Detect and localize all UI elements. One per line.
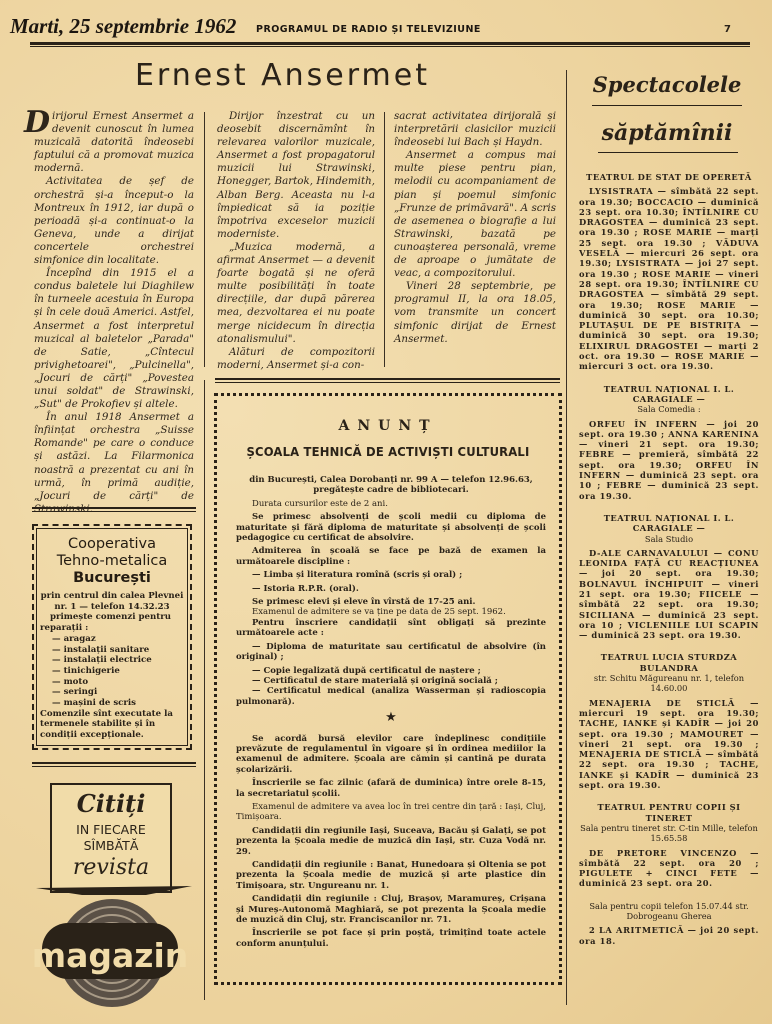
mag-line: IN FIECARE (76, 822, 146, 837)
theatre-section (579, 802, 759, 888)
theatre-program: DE PRETORE VINCENZO — sîmbătă 22 sept. ora 20 ; PIGULETE + CINCI FETE — duminică 23 sept. ora 20. (579, 847, 759, 889)
masthead-rule (30, 42, 750, 45)
theatre-sub: Sala Comedia : (637, 404, 701, 415)
title-rule (598, 152, 738, 153)
article-paragraph: Ansermet a compus mai multe piese pentru pian, melodii cu acompaniament de pian și poemul simfonic „Frunze de primăvară". A scris de asemenea o biografie a lui Strawinski, bazată pe cunoașterea personală, vreme de aproape o jumătate de veac, a compozitorului. (394, 149, 556, 280)
theatre-program: ORFEU ÎN INFERN — joi 20 sept. ora 19.30 ; ANNA KARENINA — vineri 21 sept. ora 19.30; FEBRE — premieră, sîmbătă 22 sept. ora 19.30; ORFEU ÎN INFERN — duminică 23 sept. ora 10 ; FEBRE — duminică 23 sept. ora 19.30. (579, 418, 759, 501)
article-title: Ernest Ansermet (134, 58, 431, 93)
spectacole-title: Spectacolele (592, 72, 742, 97)
theatre-heading: TEATRUL PENTRU COPII ȘI TINERET (597, 802, 741, 823)
coop-item: — seringi (52, 687, 98, 698)
announcement-heading: ANUNȚ (338, 418, 438, 434)
theatre-section (579, 652, 759, 790)
article-paragraph: „Muzica modernă, a afirmat Ansermet — a devenit foarte bogată și ne oferă multe posibilități în toate direcțiile, dar după părerea mea, dezvoltarea ei nu poate merge nicidecum în direcția atonalismului". (217, 240, 375, 345)
theatre-heading: TEATRUL NAȚIONAL I. L. CARAGIALE — (603, 512, 735, 534)
coop-body (34, 587, 190, 741)
section-rule (215, 378, 560, 383)
theatre-heading: TEATRUL DE STAT DE OPERETĂ (586, 172, 752, 182)
magazin-logo-text: magazin (31, 936, 189, 975)
drop-cap: D (24, 105, 51, 140)
coop-title: Cooperativa Tehno-metalica București (56, 536, 168, 586)
theatre-section (579, 384, 759, 501)
coop-phone: nr. 1 — telefon 14.32.23 (54, 601, 170, 612)
article-column-3 (394, 110, 556, 346)
section-rule (32, 507, 196, 512)
theatre-section (579, 513, 759, 641)
column-divider (384, 112, 385, 367)
star-icon: ★ (385, 710, 397, 726)
coop-address: prin centrul din calea Plevnei (40, 591, 184, 601)
title-rule (592, 105, 742, 106)
article-paragraph: Dirijor înzestrat cu un deosebit discernămînt în relevarea valorilor muzicale, Ansermet a fost propagatorul muzicii lui Strawinski, Honegger, Bartok, Hindemith, Alban Berg. Aceasta nu l-a împiedicat să ia poziție împotriva exceselor muzicii moderniste. (217, 110, 375, 240)
cooperativa-ad (32, 524, 192, 750)
column-divider (204, 112, 205, 367)
theatre-heading: TEATRUL LUCIA STURDZA BULANDRA (600, 652, 738, 673)
theatre-sub: Sala Studio (644, 533, 694, 544)
article-paragraph: Vineri 28 septembrie, pe programul II, la ora 18.05, vom transmite un concert simfonic dirijat de Ernest Ansermet. (394, 280, 556, 345)
spectacole-listing (579, 172, 759, 958)
announcement-school: ȘCOALA TEHNICĂ DE ACTIVIȘTI CULTURALI (246, 445, 530, 459)
coop-item: — moto (52, 676, 89, 687)
coop-item: — tinichigerie (52, 665, 120, 676)
announcement-box (214, 393, 562, 985)
article-column-1 (24, 105, 194, 516)
coop-item: — aragaz (52, 633, 96, 644)
coop-item: — instalații sanitare (52, 644, 150, 655)
magazin-ad-box (50, 783, 172, 893)
column-divider (204, 380, 205, 1000)
article-paragraph: Alături de compozitorii moderni, Ansermet și-a con- (217, 345, 375, 371)
page-number: 7 (724, 24, 731, 35)
theatre-program: LYSISTRATA — sîmbătă 22 sept. ora 19.30; BOCCACIO — duminică 23 sept. ora 10.30; ÎNTÎLNIRE CU DRAGOSTEA — duminică 23 sept. ora 19.30 ; ROSE MARIE — marți 25 sept. ora 19.30 ; VĂDUVA VESELĂ — miercuri 26 sept. ora 19.30; LYSISTRATA — joi 27 sept. ora 19.30 ; ROSE MARIE — vineri 28 sept. ora 19.30; ÎNTÎLNIRE CU DRAGOSTEA — sîmbătă 29 sept. ora 19.30; ROSE MARIE — duminică 30 sept. ora 10.30; PLUTAȘUL DE PE BISTRIȚA — duminică 30 sept. ora 19.30; ELIXIRUL DRAGOSTEI — marți 2 oct. ora 19.30 — ROSE MARIE — miercuri 3 oct. ora 19.30. (579, 186, 759, 372)
masthead-date: Marti, 25 septembrie 1962 (10, 14, 237, 38)
column-divider (566, 70, 567, 1005)
mag-revista: revista (72, 855, 150, 880)
theatre-section (579, 172, 759, 372)
masthead-publication: PROGRAMUL DE RADIO ȘI TELEVIZIUNE (256, 24, 481, 35)
theatre-sub: str. Schitu Măgureanu nr. 1, telefon 14.60.00 (593, 673, 745, 694)
theatre-program: MENAJERIA DE STICLĂ — miercuri 19 sept. ora 19.30; TACHE, IANKE și KADÎR — joi 20 sept. ora 19.30 ; MAMOURET — vineri 21 sept. ora 19.30 ; MENAJERIA DE STICLĂ — sîmbătă 22 sept. ora 19.30 ; TACHE, IANKE și KADÎR — duminică 23 sept. ora 19.30. (579, 697, 759, 791)
coop-item: — instalații electrice (52, 655, 152, 666)
masthead-rule-thin (30, 46, 750, 47)
theatre-section (579, 901, 759, 946)
spectacole-subtitle: săptămînii (601, 120, 733, 146)
section-rule (32, 762, 196, 767)
article-paragraph: Începînd din 1915 el a condus baletele lui Diaghilew în turneele acestuia în Europa și în cele două Americi. Astfel, Ansermet a fost interpretul muzical al baletelor „Parada" de Satie, „Cîntecul privighetoarei", „Pulcinella", „Jocuri de cărți" „Povestea unui soldat" de Strawinski, „Sut" de Prokofiev și altele. (34, 267, 194, 411)
theatre-heading: TEATRUL NAȚIONAL I. L. CARAGIALE — (603, 383, 735, 404)
article-paragraph: Activitatea de șef de orchestră și-a început-o la Montreux în 1912, iar după o perioadă și-a continuat-o la Geneva, unde a dirijat concertele orchestrei simfonice din localitate. (34, 175, 194, 267)
theatre-sub: Sala pentru copii telefon 15.07.44 str. Dobrogeanu Gherea (589, 900, 749, 921)
announcement-address: din București, Calea Dorobanți nr. 99 A — telefon 12.96.63, pregătește cadre de bibliotecari. (249, 475, 533, 496)
coop-footer: Comenzile sînt executate la termenele stabilite și în condiții excepționale. (40, 708, 173, 741)
coop-intro: primește comenzi pentru reparații : (40, 612, 172, 634)
announcement-body: din București, Calea Dorobanți nr. 99 A — telefon 12.96.63, pregătește cadre de bibliotecari. Durata cursurilor este de 2 ani. Se primesc absolvenți de școli medii cu diploma de maturitate și fără diploma de maturitate și absolvenți de școli pedagogice cu certificat de absolvire. Admiterea în școală se face pe bază de examen la următoarele discipline : — Limba și literatura romînă (scris și oral) ; — Istoria R.P.R. (oral). Se primesc elevi și eleve în vîrstă de 17-25 ani. Examenul de admitere se va ține pe data de 25 sept. 1962. Pentru înscriere candidații sînt obligați să prezinte următoarele acte : — Diploma de maturitate sau certificatul de absolvire (în original) ; — Copie legalizată după certificatul de naștere ; — Certificatul de stare materială și origină socială ; — Certificatul medical (analiza Wasserman și radioscopia pulmonară). ★ Se acordă bursă elevilor care îndeplinesc condițiile prevăzute de regulamentul în vigoare și în ordinea mediilor la examenul de admitere. Școala are cămin și cantină pe durata școlarizării. Înscrierile se fac zilnic (afară de duminica) între orele 8-15, la secretariatul școlii. Examenul de admitere va avea loc în trei centre din țară : Iași, Cluj, Timișoara. Candidații din regiunile Iași, Suceava, Bacău și Galați, se pot prezenta la Școala medie de muzică din Iași, str. Cuza Vodă nr. 29. Candidații din regiunile : Banat, Hunedoara și Oltenia se pot prezenta la Școala medie de muzică și arte plastice din Timișoara, str. Ungureanu nr. 1. Candidații din regiunile : Cluj, Brașov, Maramureș, Crișana și Mureș-Autonomă Maghiară, se pot prezenta la Școala medie de muzică din Cluj, str. Franciscanilor nr. 71. Înscrierile se pot face și prin poștă, trimițînd toate actele conform anunțului. (236, 475, 546, 949)
article-paragraph: sacrat activitatea dirijorală și interpretării clasicilor muzicii îndeosebi lui Bach și Haydn. (394, 110, 556, 149)
theatre-sub: Sala pentru tineret str. C-tin Mille, telefon 15.65.58 (580, 822, 758, 844)
article-paragraph: În anul 1918 Ansermet a înființat orchestra „Suisse Romande" pe care o conduce și astăzi. La Filarmonica noastră a prezentat cu ani în urmă, în primă audiție, „Jocuri de cărți" de Strawinski. (34, 411, 194, 515)
article-paragraph: Dirijorul Ernest Ansermet a devenit cunoscut în lumea muzicală datorită îndeosebi faptului că a promovat muzica modernă. (24, 105, 194, 175)
mag-line: SÎMBĂTĂ (83, 838, 139, 853)
theatre-program: 2 LA ARITMETICĂ — joi 20 sept. ora 18. (579, 925, 759, 946)
magazin-logo (31, 895, 189, 1015)
coop-item: — mașini de scris (52, 698, 137, 709)
article-column-2 (217, 110, 375, 372)
mag-cititi: Citiți (76, 789, 146, 818)
theatre-program: D-ALE CARNAVALULUI — CONU LEONIDA FAȚĂ CU REACȚIUNEA — joi 20 sept. ora 19.30; BOLNAVUL ÎNCHIPUIT — vineri 21 sept. ora 19.30; FIICELE — sîmbătă 22 sept. ora 19.30; SICILIANA — duminică 23 sept. ora 10 ; VICLENIILE LUI SCAPIN — duminică 23 sept. ora 19.30. (579, 547, 759, 641)
